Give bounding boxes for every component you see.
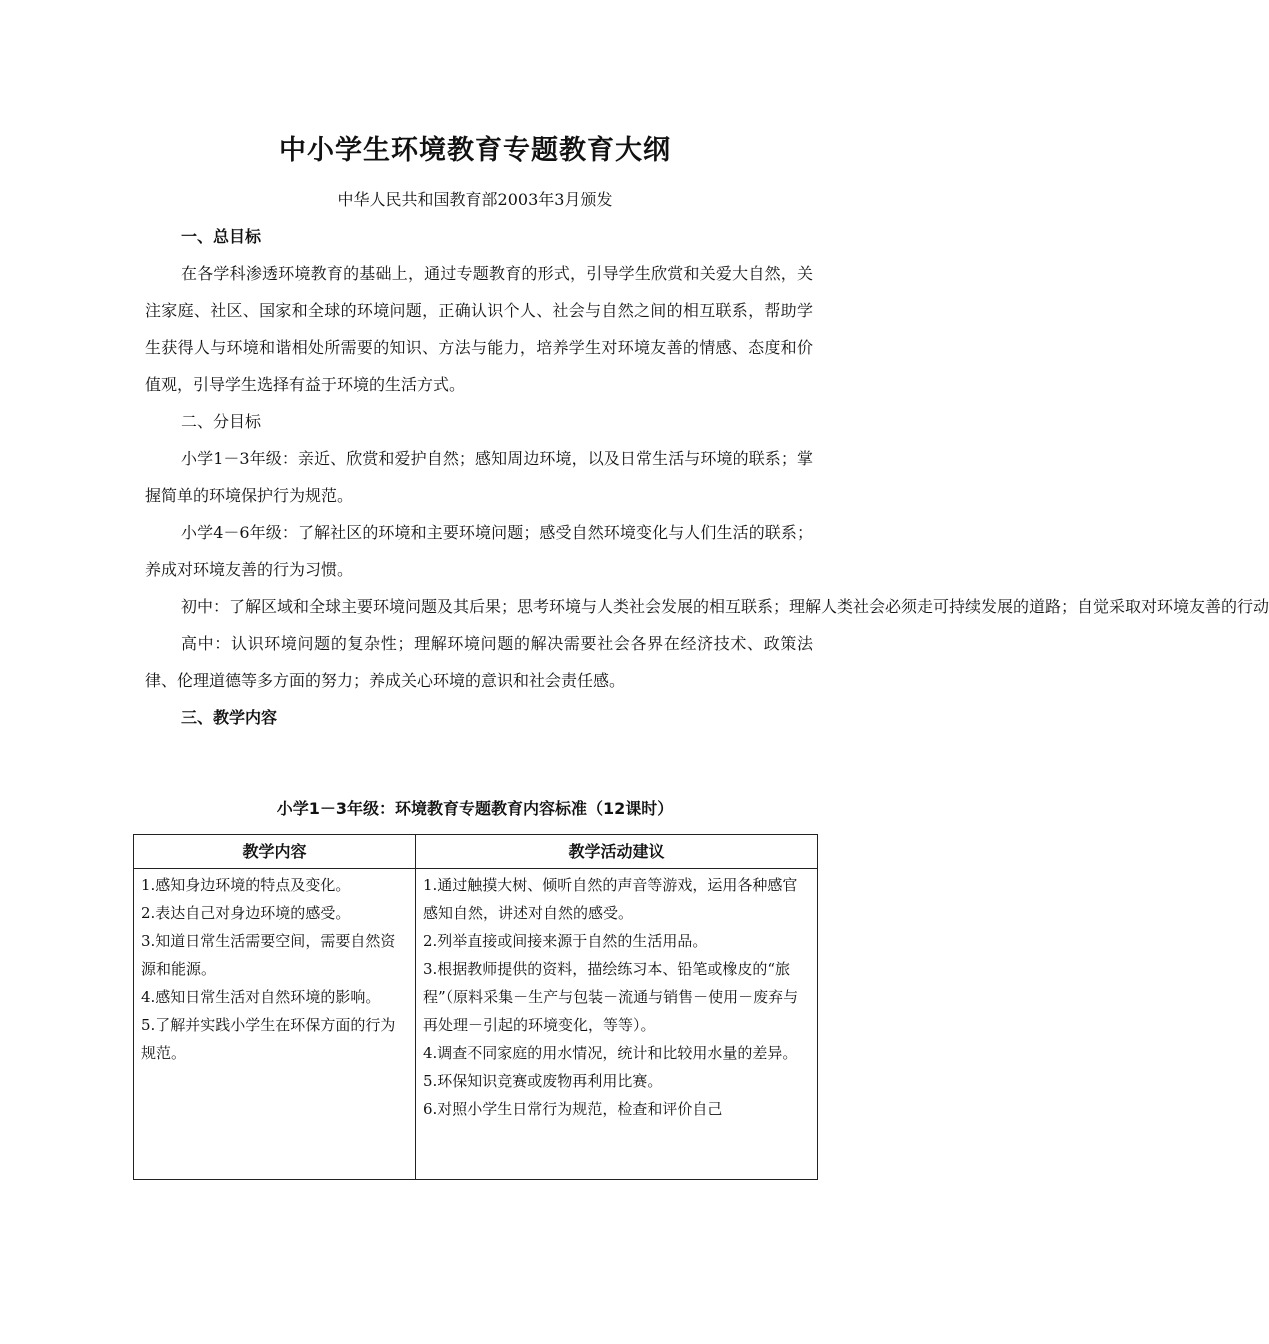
document-title: 中小学生环境教育专题教育大纲 (279, 135, 671, 166)
subgoal-paragraph-4: 高中：认识环境问题的复杂性；理解环境问题的解决需要社会各界在经济技术、政策法律、伦理道德等多方面的努力；养成关心环境的意识和社会责任感。 (145, 634, 813, 690)
column-header-activities: 教学活动建议 (416, 835, 818, 869)
goal-paragraph: 在各学科渗透环境教育的基础上，通过专题教育的形式，引导学生欣赏和关爱大自然，关注家庭、社区、国家和全球的环境问题，正确认识个人、社会与自然之间的相互联系，帮助学生获得人与环境和谐相处所需要的知识、方法与能力，培养学生对环境友善的情感、态度和价值观，引导学生选择有益于环境的生活方式。 (145, 264, 813, 394)
document-subtitle: 中华人民共和国教育部2003年3月颁发 (337, 190, 613, 209)
list-item: 3.知道日常生活需要空间，需要自然资源和能源。 (141, 932, 396, 978)
list-item: 2.表达自己对身边环境的感受。 (141, 904, 351, 922)
section-heading-content: 三、教学内容 (181, 708, 278, 727)
teaching-content-cell (134, 869, 416, 1180)
list-item: 4.调查不同家庭的用水情况，统计和比较用水量的差异。 (423, 1044, 798, 1062)
list-item: 6.对照小学生日常行为规范，检查和评价自己 (423, 1100, 723, 1118)
table-caption: 小学1－3年级：环境教育专题教育内容标准（12课时） (276, 799, 674, 818)
list-item: 1.通过触摸大树、倾听自然的声音等游戏，运用各种感官感知自然，讲述对自然的感受。 (423, 876, 798, 922)
list-item: 4.感知日常生活对自然环境的影响。 (141, 988, 381, 1006)
list-item: 5.了解并实践小学生在环保方面的行为规范。 (141, 1016, 396, 1062)
list-item: 2.列举直接或间接来源于自然的生活用品。 (423, 932, 708, 950)
table-header-row (134, 835, 818, 869)
subgoal-paragraph-2: 小学4－6年级：了解社区的环境和主要环境问题；感受自然环境变化与人们生活的联系；养成对环境友善的行为习惯。 (145, 523, 813, 579)
document-body (145, 218, 1269, 736)
list-item: 1.感知身边环境的特点及变化。 (141, 876, 351, 894)
subgoal-paragraph-1: 小学1－3年级：亲近、欣赏和爱护自然；感知周边环境，以及日常生活与环境的联系；掌握简单的环境保护行为规范。 (145, 449, 813, 505)
subgoal-paragraph-3: 初中：了解区域和全球主要环境问题及其后果；思考环境与人类社会发展的相互联系；理解人类社会必须走可持续发展的道路；自觉采取对环境友善的行动 (181, 597, 1269, 616)
table-row (134, 869, 818, 1180)
section-heading-subgoal: 二、分目标 (181, 412, 262, 431)
section-heading-goal: 一、总目标 (181, 227, 262, 246)
content-standards-table (133, 834, 818, 1180)
list-item: 5.环保知识竞赛或废物再利用比赛。 (423, 1072, 663, 1090)
column-header-content: 教学内容 (134, 835, 416, 869)
list-item: 3.根据教师提供的资料，描绘练习本、铅笔或橡皮的“旅程”（原料采集－生产与包装－流通与销售－使用－废弃与再处理－引起的环境变化，等等）。 (423, 960, 799, 1034)
activity-suggestion-cell (416, 869, 818, 1180)
